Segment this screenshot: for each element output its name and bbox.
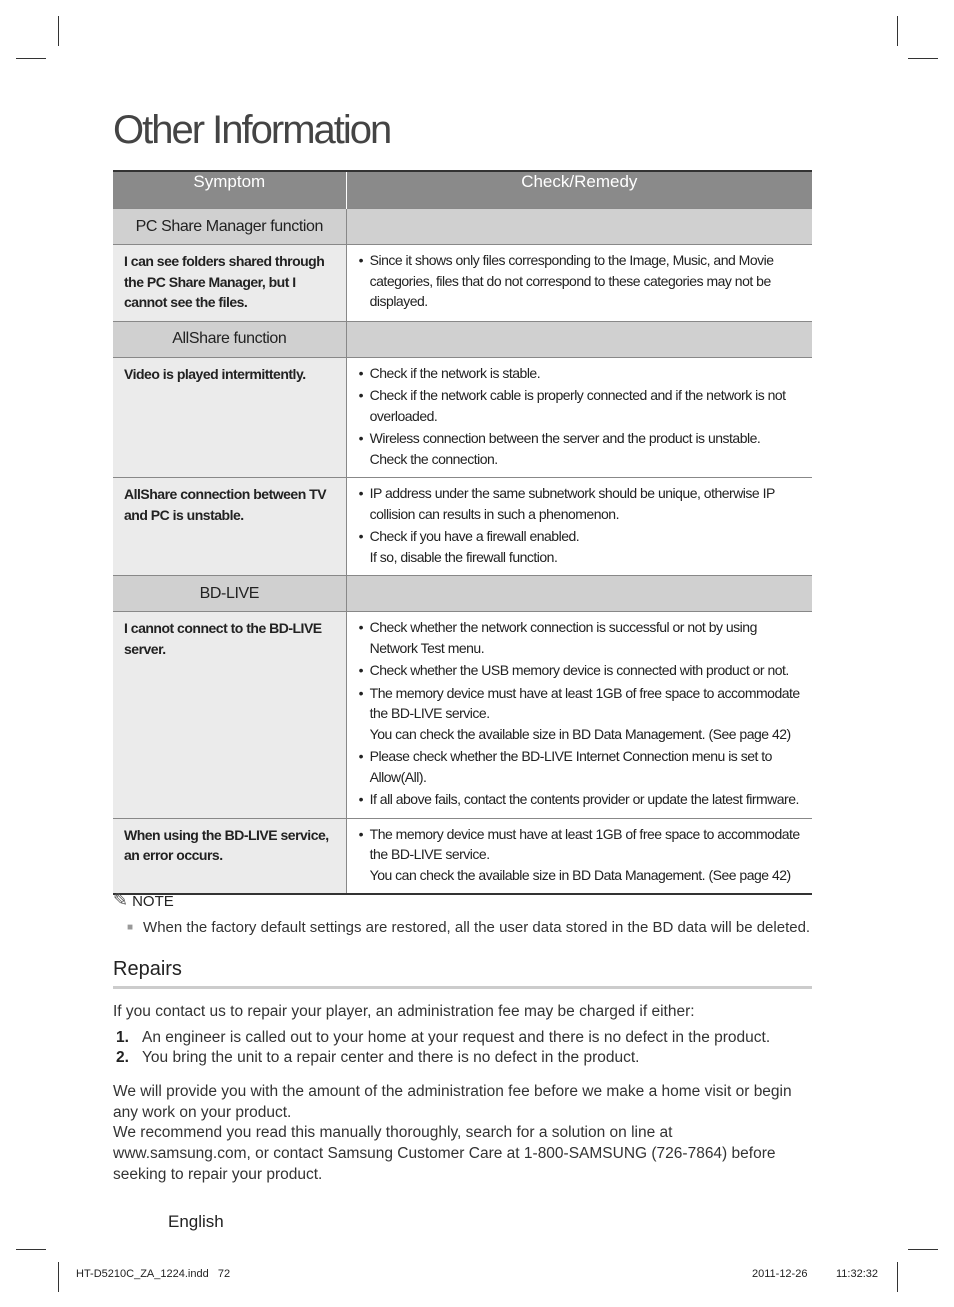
file-slug: HT-D5210C_ZA_1224.indd 72 — [76, 1268, 231, 1280]
remedy-bullet: • If all above fails, contact the contents provider or update the latest firmware. — [359, 789, 800, 810]
remedy-cell — [346, 818, 812, 894]
remedy-cell — [346, 245, 812, 322]
page-title: Other Information — [113, 108, 391, 152]
list-item: 2. You bring the unit to a repair center and there is no defect in the product. — [116, 1049, 640, 1066]
remedy-bullet: • Check whether the network connection is successful or not by using Network Test menu. — [359, 617, 800, 658]
remedy-bullet: • Check whether the USB memory device is connected with product or not. — [359, 660, 800, 681]
note-text: ■ When the factory default settings are restored, all the user data stored in the BD data will be deleted. — [127, 919, 811, 936]
table-row — [113, 818, 812, 894]
page-language: English — [168, 1212, 224, 1231]
section-title: AllShare function — [113, 321, 346, 357]
symptom-cell: Video is played intermittently. — [113, 357, 346, 478]
remedy-bullet: • Wireless connection between the server and the product is unstable. Check the connection. — [359, 428, 800, 469]
repairs-heading: Repairs — [113, 958, 182, 980]
remedy-bullet: • Check if the network cable is properly connected and if the network is not overloaded. — [359, 385, 800, 426]
section-divider — [113, 986, 812, 989]
symptom-cell: AllShare connection between TV and PC is unstable. — [113, 478, 346, 576]
section-title: BD-LIVE — [113, 576, 346, 612]
remedy-bullet: • Since it shows only files corresponding to the Image, Music, and Movie categories, files that do not correspond to these categories may not be displayed. — [359, 250, 800, 312]
remedy-bullet: • Check if the network is stable. — [359, 363, 800, 384]
slug-time: 11:32:32 — [836, 1268, 879, 1280]
section-title: PC Share Manager function — [113, 209, 346, 245]
section-row — [113, 576, 812, 612]
remedy-cell — [346, 357, 812, 478]
remedy-bullet: • The memory device must have at least 1GB of free space to accommodate the BD-LIVE service. You can check the available size in BD Data Management. (See page 42) — [359, 824, 800, 886]
note-label: NOTE — [132, 893, 174, 910]
crop-mark — [58, 1262, 59, 1292]
crop-mark — [908, 1249, 938, 1250]
remedy-bullet: • Please check whether the BD-LIVE Internet Connection menu is set to Allow(All). — [359, 746, 800, 787]
remedy-bullet: • IP address under the same subnetwork should be unique, otherwise IP collision can results in such a phenomenon. — [359, 483, 800, 524]
crop-mark — [897, 1262, 898, 1292]
crop-mark — [908, 58, 938, 59]
section-row — [113, 321, 812, 357]
table-row — [113, 478, 812, 576]
symptom-cell: I can see folders shared through the PC Share Manager, but I cannot see the files. — [113, 245, 346, 322]
remedy-cell — [346, 612, 812, 819]
crop-mark — [58, 16, 59, 46]
note-heading — [113, 890, 174, 911]
crop-mark — [16, 1249, 46, 1250]
table-row — [113, 357, 812, 478]
slug-date: 2011-12-26 — [752, 1268, 808, 1280]
repairs-paragraph: We recommend you read this manually thoroughly, search for a solution on line at www.samsung.com, or contact Samsung Customer Care at 1-800-SAMSUNG (726-7864) before seeking to repair your product. — [113, 1124, 776, 1183]
repairs-paragraph: We will provide you with the amount of the administration fee before we make a home visit or begin any work on your product. — [113, 1083, 792, 1121]
header-remedy: Check/Remedy — [346, 171, 812, 209]
section-row — [113, 209, 812, 245]
symptom-cell: I cannot connect to the BD-LIVE server. — [113, 612, 346, 819]
repairs-intro: If you contact us to repair your player, an administration fee may be charged if either: — [113, 1003, 695, 1020]
table-row — [113, 245, 812, 322]
header-symptom: Symptom — [113, 171, 346, 209]
remedy-cell — [346, 478, 812, 576]
list-item: 1. An engineer is called out to your home at your request and there is no defect in the product. — [116, 1029, 771, 1046]
crop-mark — [897, 16, 898, 46]
symptom-cell: When using the BD-LIVE service, an error occurs. — [113, 818, 346, 894]
table-row — [113, 612, 812, 819]
crop-mark — [16, 58, 46, 59]
remedy-bullet: • The memory device must have at least 1GB of free space to accommodate the BD-LIVE service. You can check the available size in BD Data Management. (See page 42) — [359, 683, 800, 745]
remedy-bullet: • Check if you have a firewall enabled. If so, disable the firewall function. — [359, 526, 800, 567]
square-bullet-icon: ■ — [127, 922, 134, 933]
pencil-icon: ✎ — [113, 890, 129, 910]
troubleshooting-table — [113, 170, 812, 895]
